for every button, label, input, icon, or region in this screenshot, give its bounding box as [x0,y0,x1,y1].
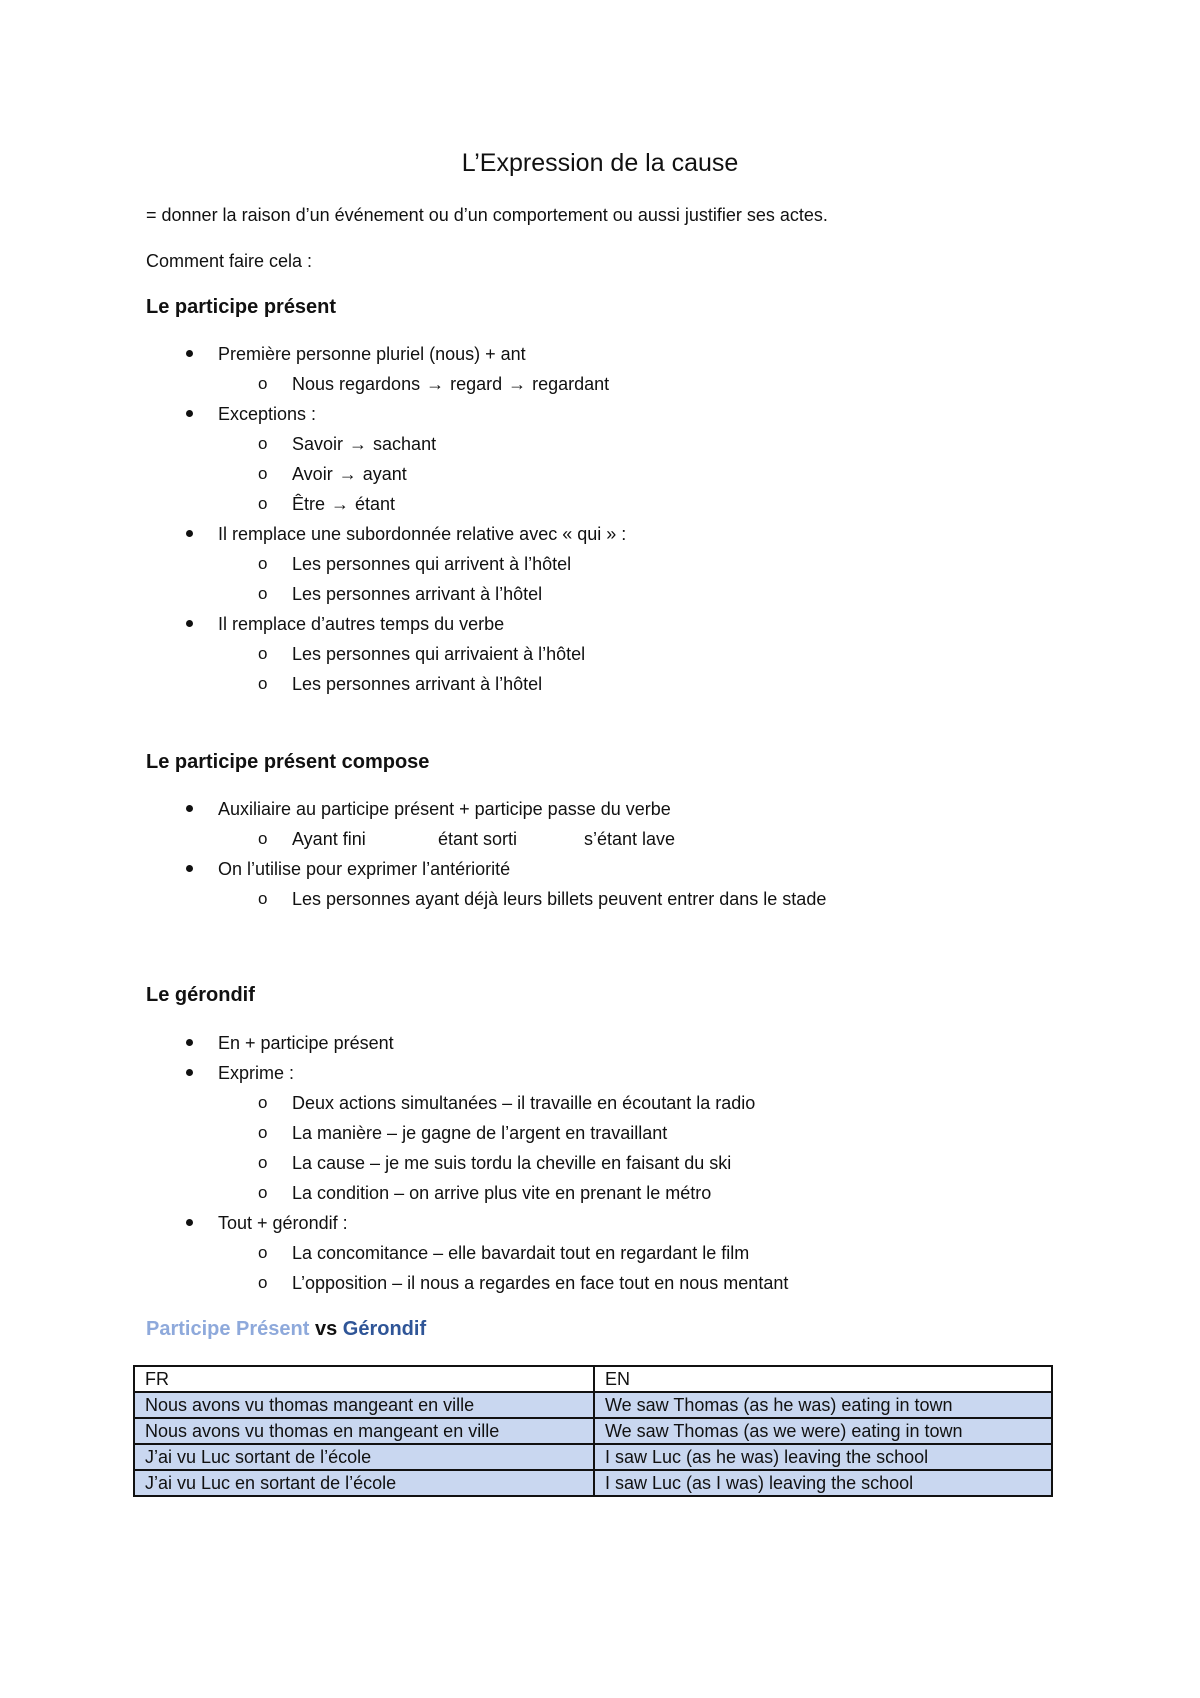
bullet-dot [186,530,193,537]
table-cell: J’ai vu Luc sortant de l’école [134,1444,594,1470]
sub-list-item: Deux actions simultanées – il travaille en écoutant la radio [292,1093,756,1113]
sub-bullet-icon: o [258,674,268,693]
sub-bullet-icon: o [258,1153,268,1172]
list-item: En + participe présent [218,1033,394,1053]
heading-part-gerondif: Gérondif [342,1318,427,1340]
sub-item-part: Être [292,494,326,514]
sub-bullet-icon: o [258,889,268,908]
sub-bullet-icon: o [258,1093,268,1112]
sub-list-item: L’opposition – il nous a regardes en face tout en nous mentant [292,1273,789,1293]
sub-bullet-icon: o [258,644,268,663]
sub-list-item: La condition – on arrive plus vite en prenant le métro [292,1183,712,1203]
table-row [134,1470,1052,1496]
sub-item-part: Ayant fini [292,829,366,849]
bullet-dot [186,410,193,417]
sub-list-item: Les personnes arrivant à l’hôtel [292,674,543,694]
table-cell: I saw Luc (as he was) leaving the school [594,1444,1052,1470]
intro-text: = donner la raison d’un événement ou d’un comportement ou aussi justifier ses actes. [146,205,828,225]
sub-list-item [292,373,609,395]
table-header-cell: FR [134,1366,594,1392]
bullet-dot [186,620,193,627]
sub-item-part: Nous regardons [292,374,421,394]
arrow-right-icon: → [338,464,357,484]
table-row [134,1418,1052,1444]
sub-list-item [292,463,407,485]
sub-bullet-icon: o [258,374,268,393]
bullet-dot [186,865,193,872]
table-cell: We saw Thomas (as he was) eating in town [594,1392,1052,1418]
sub-list-item: Les personnes arrivant à l’hôtel [292,584,543,604]
list-item: Première personne pluriel (nous) + ant [218,344,526,364]
sub-list-item [292,493,395,515]
sub-item-part: regard [450,374,503,394]
sub-list-item: Les personnes qui arrivaient à l’hôtel [292,644,586,664]
list-item: On l’utilise pour exprimer l’antériorité [218,859,511,879]
sub-list-item [292,433,436,455]
sub-item-part: regardant [532,374,610,394]
table-header-row [134,1366,1052,1392]
sub-bullet-icon: o [258,584,268,603]
sub-item-part: Avoir [292,464,333,484]
list-item: Exceptions : [218,404,317,424]
table-row [134,1392,1052,1418]
sub-bullet-icon: o [258,1273,268,1292]
table-cell: Nous avons vu thomas en mangeant en ville [134,1418,594,1444]
sub-list-item: La concomitance – elle bavardait tout en regardant le film [292,1243,750,1263]
bullet-dot [186,350,193,357]
sub-bullet-icon: o [258,1243,268,1262]
bullet-dot [186,805,193,812]
table-row [134,1444,1052,1470]
page-title: L’Expression de la cause [461,149,739,177]
list-item: Tout + gérondif : [218,1213,348,1233]
how-text: Comment faire cela : [146,251,313,271]
sub-bullet-icon: o [258,434,268,453]
list-item: Auxiliaire au participe présent + participe passe du verbe [218,799,671,819]
arrow-right-icon: → [426,374,445,394]
section-heading-participe-present-compose: Le participe présent compose [146,751,430,773]
sub-item-part: ayant [362,464,407,484]
section-heading-participe-present: Le participe présent [146,296,337,318]
table-cell: Nous avons vu thomas mangeant en ville [134,1392,594,1418]
bullet-dot [186,1039,193,1046]
bullet-dot [186,1069,193,1076]
sub-list-item [292,828,675,850]
sub-item-part: sachant [373,434,437,454]
heading-part-participe-present: Participe Présent [146,1318,310,1340]
sub-item-part: Savoir [292,434,344,454]
sub-item-part: étant sorti [438,829,518,849]
sub-item-part: étant [355,494,396,514]
sub-bullet-icon: o [258,1183,268,1202]
sub-bullet-icon: o [258,464,268,483]
list-item: Exprime : [218,1063,295,1083]
section-heading-comparison [146,1318,426,1340]
sub-bullet-icon: o [258,829,268,848]
sub-bullet-icon: o [258,554,268,573]
table-cell: I saw Luc (as I was) leaving the school [594,1470,1052,1496]
sub-item-part: s’étant lave [584,829,676,849]
comparison-table [133,1365,1053,1497]
table-cell: We saw Thomas (as we were) eating in town [594,1418,1052,1444]
list-item: Il remplace d’autres temps du verbe [218,614,505,634]
list-item: Il remplace une subordonnée relative avec « qui » : [218,524,627,544]
arrow-right-icon: → [331,494,350,514]
table-header-cell: EN [594,1366,1052,1392]
section-heading-gerondif: Le gérondif [146,984,255,1006]
bullet-dot [186,1219,193,1226]
sub-list-item: La cause – je me suis tordu la cheville en faisant du ski [292,1153,732,1173]
sub-bullet-icon: o [258,494,268,513]
sub-list-item: La manière – je gagne de l’argent en travaillant [292,1123,668,1143]
heading-part-vs: vs [309,1318,343,1340]
arrow-right-icon: → [508,374,527,394]
sub-bullet-icon: o [258,1123,268,1142]
table-cell: J’ai vu Luc en sortant de l’école [134,1470,594,1496]
sub-list-item: Les personnes ayant déjà leurs billets peuvent entrer dans le stade [292,889,827,909]
sub-list-item: Les personnes qui arrivent à l’hôtel [292,554,572,574]
arrow-right-icon: → [349,434,368,454]
